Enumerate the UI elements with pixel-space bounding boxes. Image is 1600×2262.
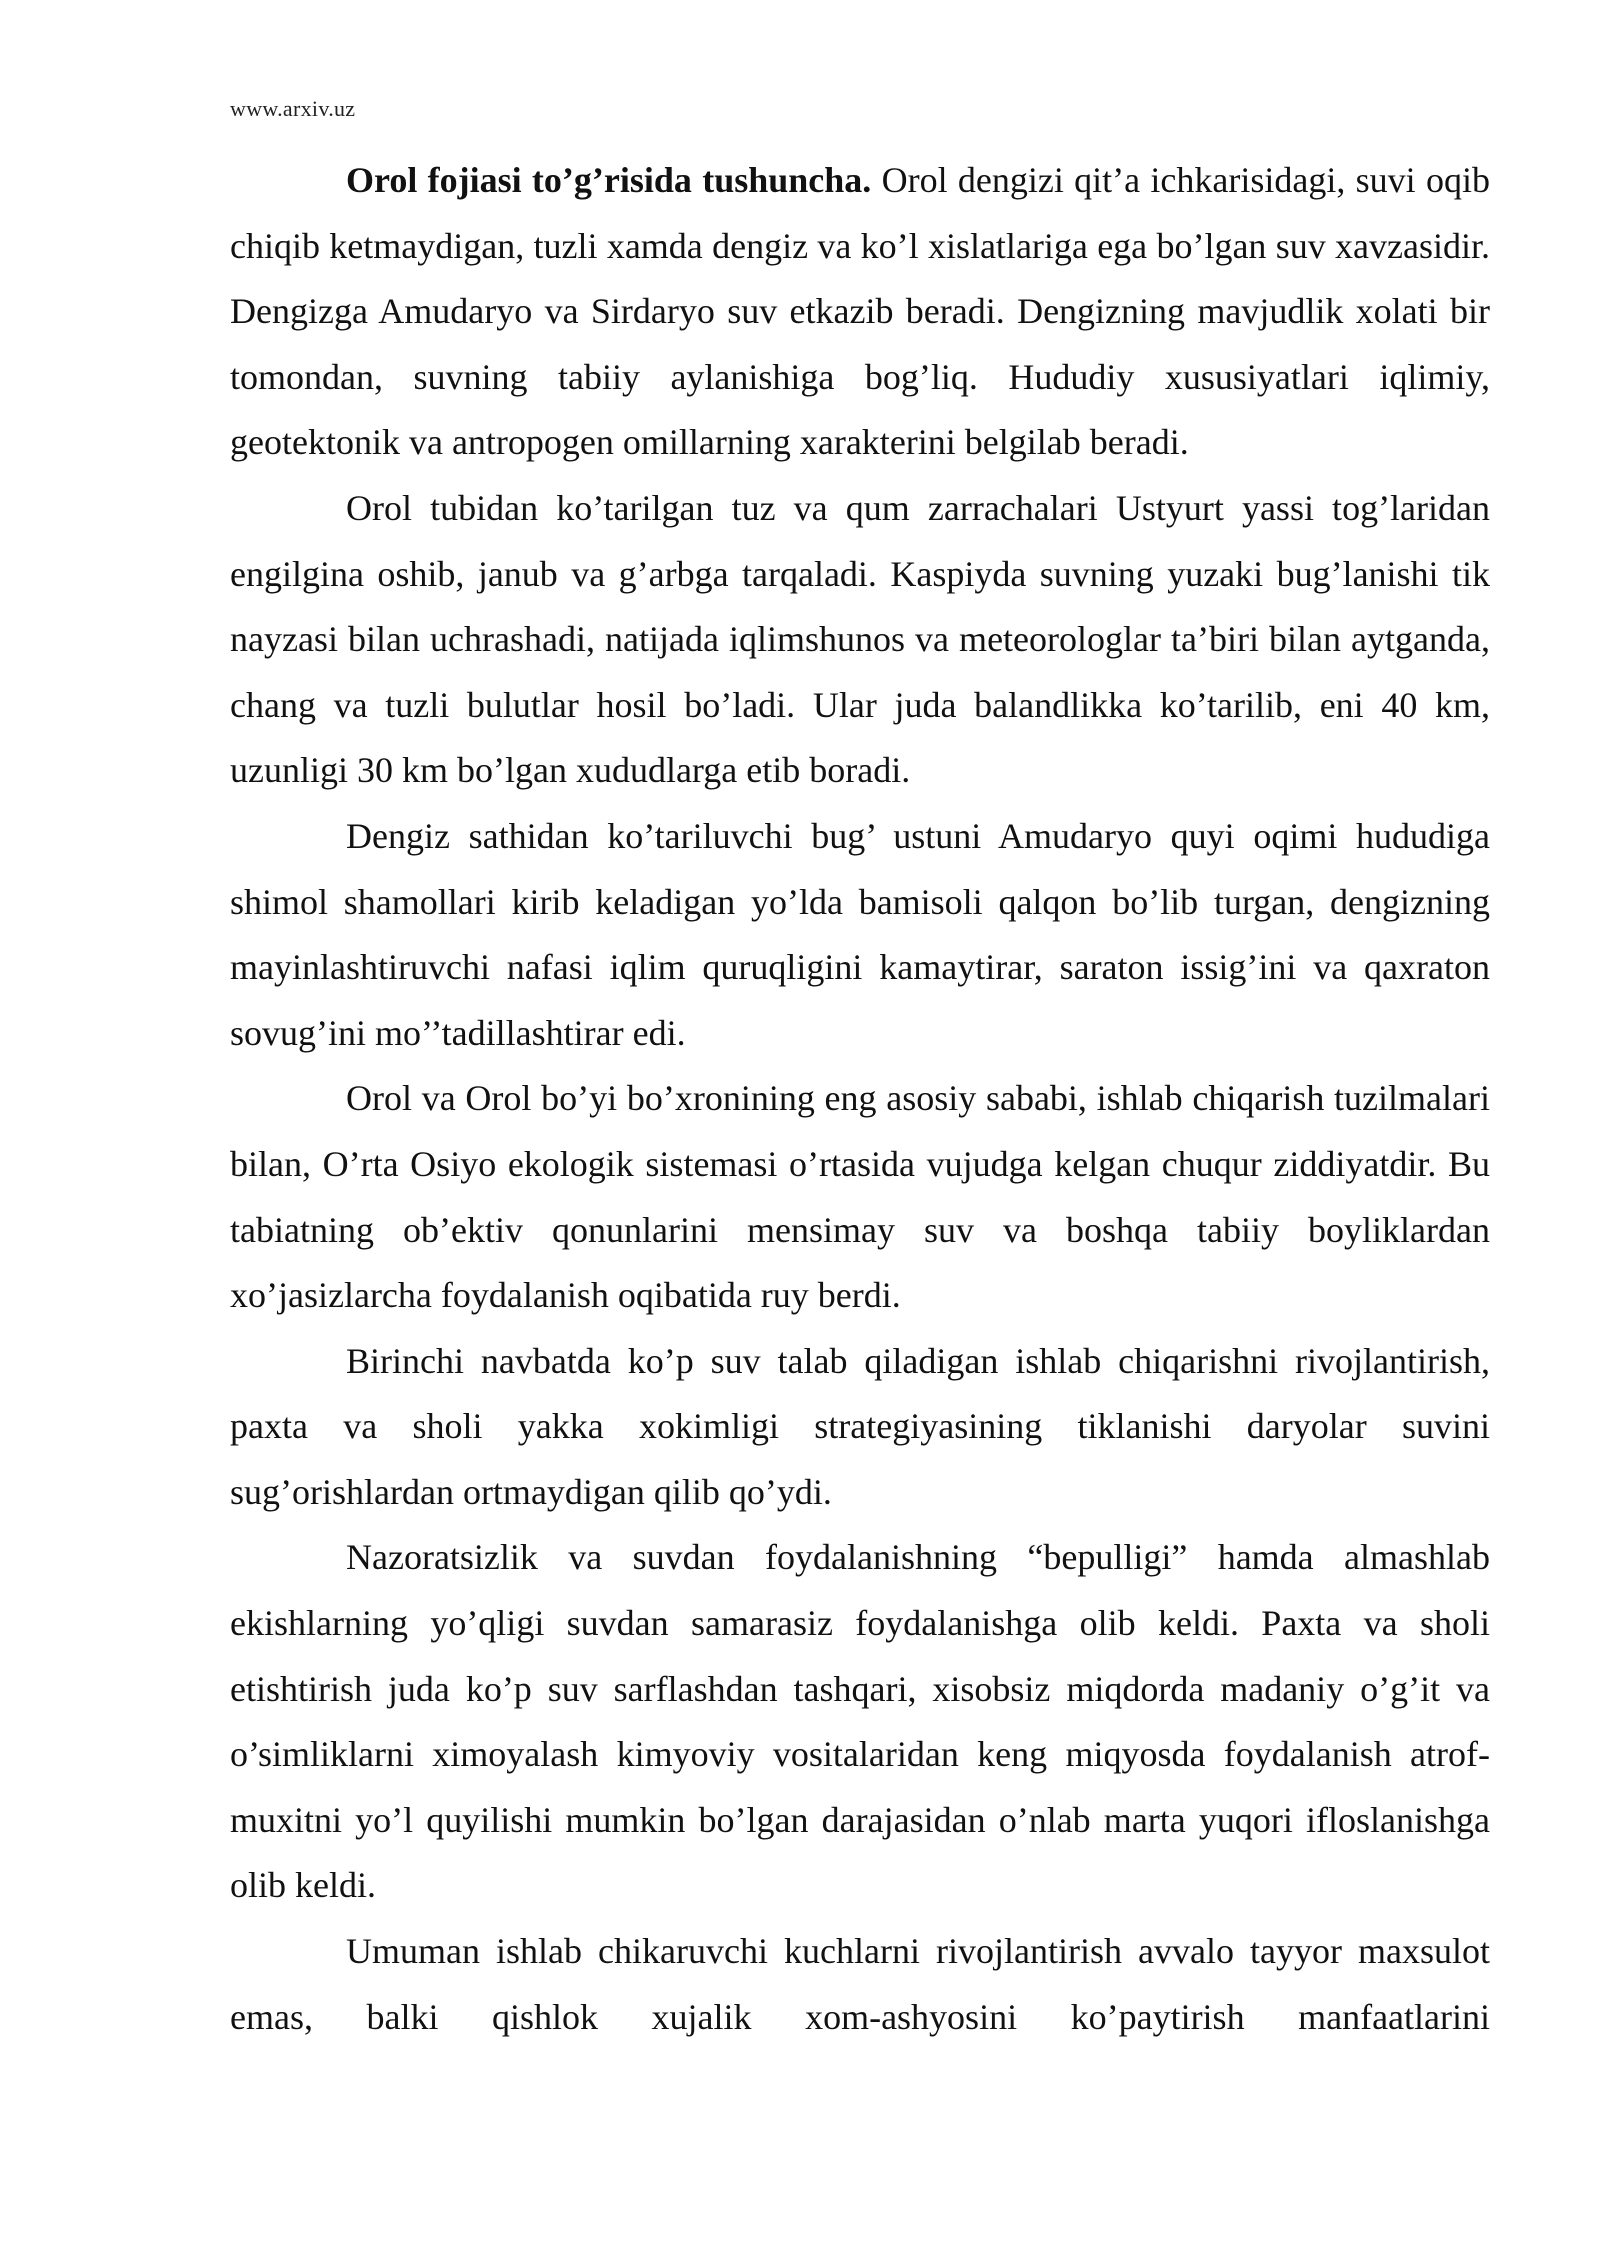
paragraph: Birinchi navbatda ko’p suv talab qiladigan ishlab chiqarishni rivojlantirish, paxta va sholi yakka xokimligi strategiyasining tiklanishi daryolar suvini sug’orishlardan ortmaydigan qilib qo’ydi. <box>230 1340 1490 1512</box>
document-body <box>230 148 1490 2050</box>
section-heading: Orol fojiasi to’g’risida tushuncha. <box>346 160 872 200</box>
site-url: www.arxiv.uz <box>230 96 356 121</box>
paragraph: Nazoratsizlik va suvdan foydalanishning “bepulligi” hamda almashlab ekishlarning yo’qligi suvdan samarasiz foydalanishga olib keldi. Paxta va sholi etishtirish juda ko’p suv sarflashdan tashqari, xisobsiz miqdorda madaniy o’g’it va o’simliklarni ximoyalash kimyoviy vositalaridan keng miqyosda foydalanish atrof-muxitni yo’l quyilishi mumkin bo’lgan darajasidan o’nlab marta yuqori ifloslanishga olib keldi. <box>230 1537 1490 1906</box>
paragraph: Orol va Orol bo’yi bo’xronining eng asosiy sababi, ishlab chiqarish tuzilmalari bilan, O’rta Osiyo ekologik sistemasi o’rtasida vujudga kelgan chuqur ziddiyatdir. Bu tabiatning ob’ektiv qonunlarini mensimay suv va boshqa tabiiy boyliklardan xo’jasizlarcha foydalanish oqibatida ruy berdi. <box>230 1078 1490 1316</box>
paragraph-intro <box>230 148 1490 476</box>
paragraph: Umuman ishlab chikaruvchi kuchlarni rivojlantirish avvalo tayyor maxsulot emas, balki qishlok xujalik xom-ashyosini ko’paytirish manfaatlarini <box>230 1931 1490 2037</box>
paragraph: Orol tubidan ko’tarilgan tuz va qum zarrachalari Ustyurt yassi tog’laridan engilgina oshib, janub va g’arbga tarqaladi. Kaspiyda suvning yuzaki bug’lanishi tik nayzasi bilan uchrashadi, natijada iqlimshunos va meteorologlar ta’biri bilan aytganda, chang va tuzli bulutlar hosil bo’ladi. Ular juda balandlikka ko’tarilib, eni 40 km, uzunligi 30 km bo’lgan xududlarga etib boradi. <box>230 487 1490 791</box>
paragraph-intro-text: Orol dengizi qit’a ichkarisidagi, suvi oqib chiqib ketmaydigan, tuzli xamda dengiz va ko’l xislatlariga ega bo’lgan suv xavzasidir. Dengizga Amudaryo va Sirdaryo suv etkazib beradi. Dengizning mavjudlik xolati bir tomondan, suvning tabiiy aylanishiga bog’liq. Hududiy xususiyatlari iqlimiy, geotektonik va antropogen omillarning xarakterini belgilab beradi. <box>230 160 1490 463</box>
paragraph: Dengiz sathidan ko’tariluvchi bug’ ustuni Amudaryo quyi oqimi hududiga shimol shamollari kirib keladigan yo’lda bamisoli qalqon bo’lib turgan, dengizning mayinlashtiruvchi nafasi iqlim quruqligini kamaytirar, saraton issig’ini va qaxraton sovug’ini mo’’tadillashtirar edi. <box>230 815 1490 1053</box>
